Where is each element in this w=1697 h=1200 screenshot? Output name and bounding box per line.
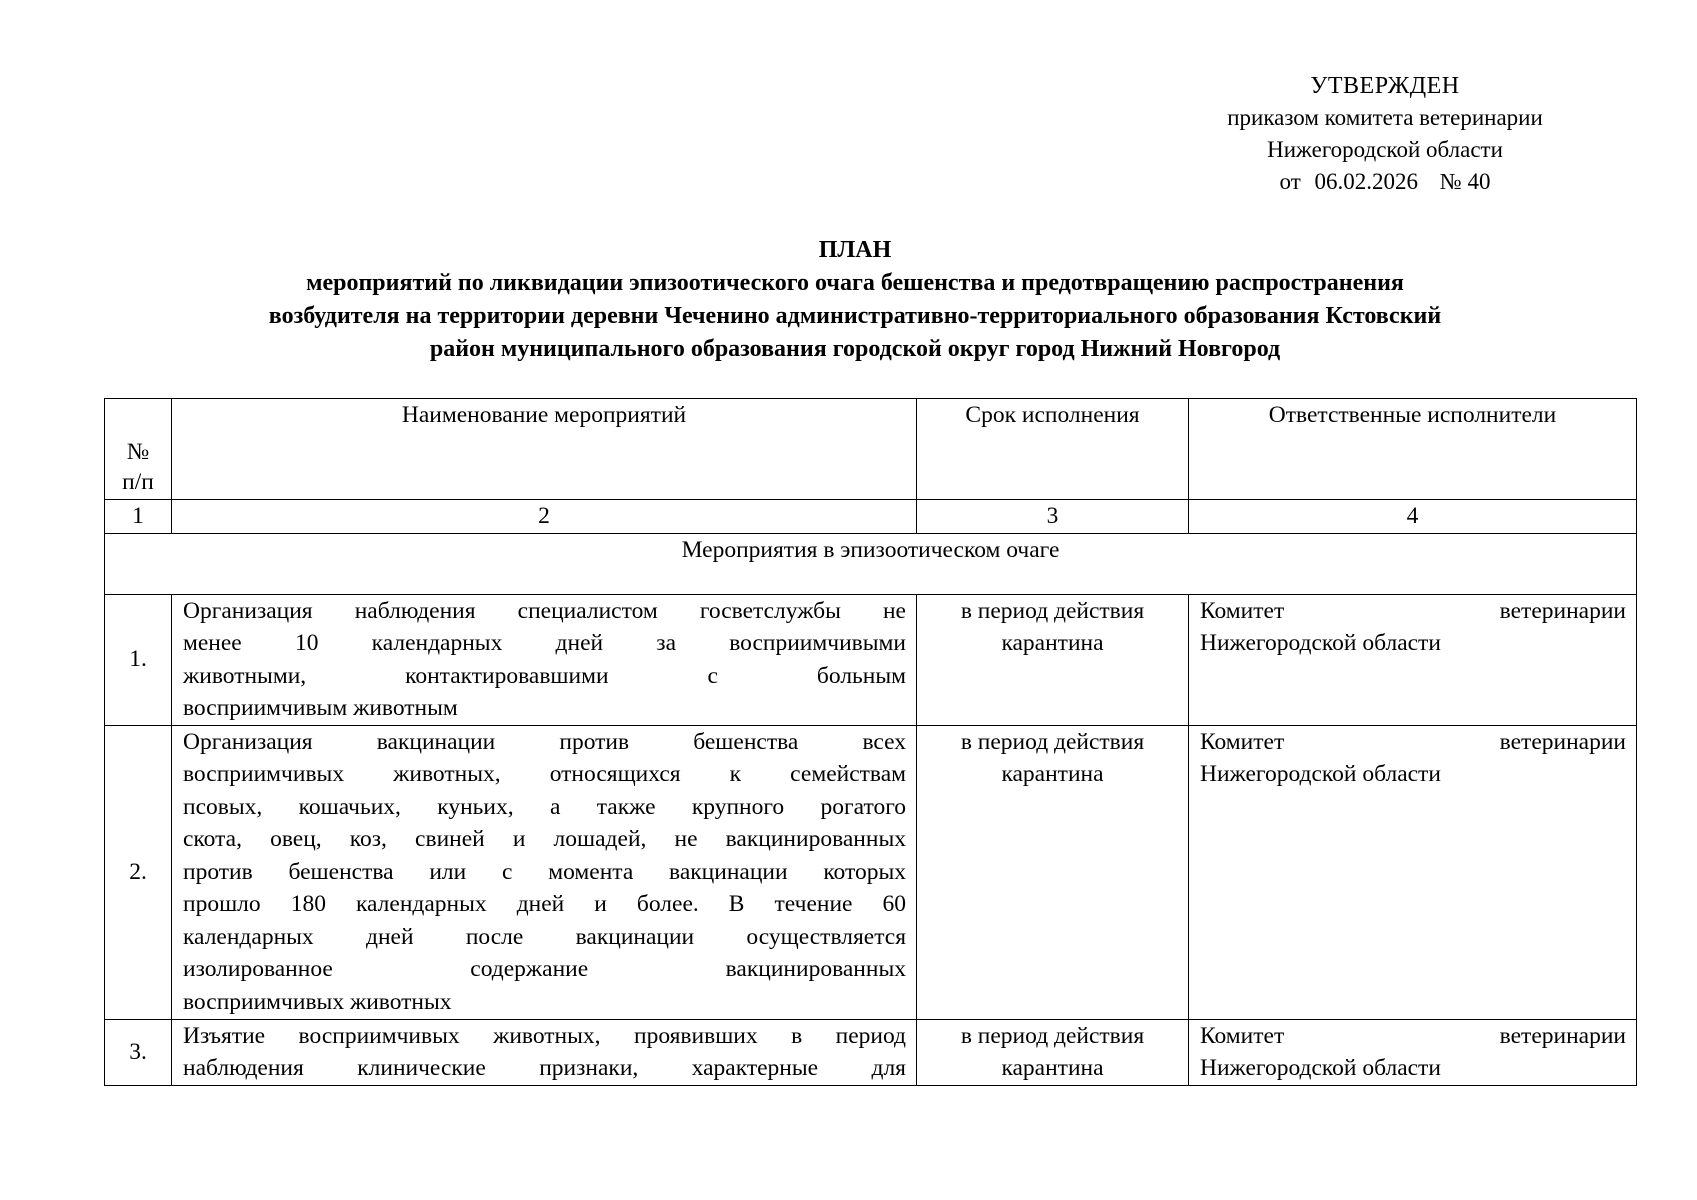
plan-table xyxy=(104,398,1637,1086)
description-line: изолированное содержание вакцинированных xyxy=(183,956,906,982)
description-line: восприимчивых животных xyxy=(183,988,452,1015)
row-number: 3. xyxy=(105,1019,172,1085)
description-line: Организация вакцинации против бешенства всех xyxy=(183,728,906,755)
description-line: Организация наблюдения специалистом госветслужбы не xyxy=(183,597,906,624)
approval-title: УТВЕРЖДЕН xyxy=(1310,73,1460,99)
description-line: псовых, кошачьих, куньих, а также крупного рогатого xyxy=(183,793,906,820)
row-description xyxy=(172,1019,917,1085)
table-row xyxy=(105,725,1637,1019)
approval-date-line xyxy=(1150,166,1620,198)
row-responsible xyxy=(1189,1019,1637,1085)
plan-heading: ПЛАН xyxy=(818,237,892,263)
approval-stamp xyxy=(1150,70,1620,198)
description-line: наблюдения клинические признаки, характерные для xyxy=(183,1055,906,1081)
row-responsible xyxy=(1189,725,1637,1019)
responsible-line: Нижегородской области xyxy=(1200,1055,1441,1081)
header-number-abbr: п/п xyxy=(122,469,154,495)
column-number: 3 xyxy=(917,500,1189,534)
column-number: 1 xyxy=(105,500,172,534)
approval-number: № 40 xyxy=(1439,169,1491,194)
row-responsible xyxy=(1189,594,1637,725)
responsible-word: ветеринарии xyxy=(1499,597,1626,624)
row-number: 1. xyxy=(105,594,172,725)
header-responsible: Ответственные исполнители xyxy=(1189,399,1637,500)
approval-date-prefix: от xyxy=(1279,169,1301,194)
row-term xyxy=(917,725,1189,1019)
description-line: скота, овец, коз, свиней и лошадей, не вакцинированных xyxy=(183,826,906,852)
approval-date: 06.02.2026 xyxy=(1314,169,1419,194)
responsible-line: Нижегородской области xyxy=(1200,630,1441,656)
approval-order-line: приказом комитета ветеринарии xyxy=(1227,105,1543,130)
term-line: в период действия xyxy=(960,597,1145,624)
responsible-word: Комитет xyxy=(1200,597,1285,624)
responsible-word: Комитет xyxy=(1200,728,1285,755)
row-number: 2. xyxy=(105,725,172,1019)
responsible-line xyxy=(1200,1020,1626,1053)
term-line: карантина xyxy=(1001,1055,1104,1081)
column-number: 4 xyxy=(1189,500,1637,534)
term-line: карантина xyxy=(1001,630,1104,656)
header-number xyxy=(105,399,172,500)
description-line: восприимчивым животным xyxy=(183,695,458,721)
table-row xyxy=(105,594,1637,725)
description-line: прошло 180 календарных дней и более. В течение 60 xyxy=(183,891,906,917)
term-line: карантина xyxy=(1001,761,1104,787)
responsible-word: ветеринарии xyxy=(1499,1022,1626,1049)
approval-region-line: Нижегородской области xyxy=(1267,137,1503,162)
table-header-row xyxy=(105,399,1637,500)
header-number-sign: № xyxy=(126,439,150,465)
row-term xyxy=(917,1019,1189,1085)
section-title: Мероприятия в эпизоотическом очаге xyxy=(105,533,1637,594)
description-line: животными, контактировавшими с больным xyxy=(183,662,906,689)
row-term xyxy=(917,594,1189,725)
description-line: менее 10 календарных дней за восприимчивыми xyxy=(183,630,906,656)
plan-subtitle-line-1: мероприятий по ликвидации эпизоотического очага бешенства и предотвращению распространения xyxy=(306,270,1404,296)
description-line: Изъятие восприимчивых животных, проявивших в период xyxy=(183,1022,906,1049)
table-row xyxy=(105,1019,1637,1085)
responsible-line xyxy=(1200,726,1626,759)
plan-subtitle-line-2: возбудителя на территории деревни Чеченино административно-территориального образования Кстовский xyxy=(268,303,1442,329)
description-line: календарных дней после вакцинации осуществляется xyxy=(183,923,906,950)
row-description xyxy=(172,594,917,725)
term-line: в период действия xyxy=(960,728,1145,755)
term-line: в период действия xyxy=(960,1022,1145,1049)
section-row xyxy=(105,533,1637,594)
responsible-line: Нижегородской области xyxy=(1200,761,1441,787)
column-number-row xyxy=(105,500,1637,534)
responsible-line xyxy=(1200,595,1626,628)
responsible-word: Комитет xyxy=(1200,1022,1285,1049)
responsible-word: ветеринарии xyxy=(1499,728,1626,755)
plan-subtitle-line-3: район муниципального образования городской округ город Нижний Новгород xyxy=(429,336,1281,362)
header-name: Наименование мероприятий xyxy=(172,399,917,500)
column-number: 2 xyxy=(172,500,917,534)
description-line: против бешенства или с момента вакцинации которых xyxy=(183,858,906,885)
row-description xyxy=(172,725,917,1019)
description-line: восприимчивых животных, относящихся к семействам xyxy=(183,761,906,787)
header-term: Срок исполнения xyxy=(917,399,1189,500)
plan-title xyxy=(130,234,1580,366)
